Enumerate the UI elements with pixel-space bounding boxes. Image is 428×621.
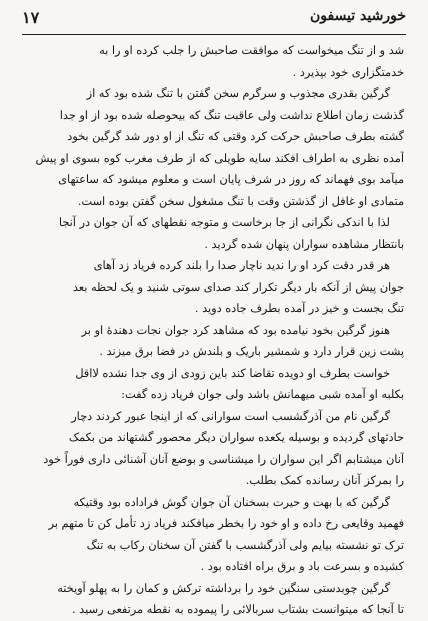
text-line: گرگین که با بهت و حیرت بسخنان آن جوان گوش فراداده بود وقتیکه: [73, 495, 390, 509]
text-line: لذا با اندکی نگرانی از جا برخاست و متوجه نقطهای که آن جوان در آنجا: [58, 216, 390, 229]
text-line: آمده نظری به اطراف افکند سایه طویلی که از طرف مغرب کوه بسوی او پیش: [35, 151, 404, 165]
text-line: حادثهای گردیده و بوسیله یکعده سواران دیگر محصور گشتهاند من بکمک: [68, 431, 404, 444]
text-line: را بمرکز آنان رسانده کمک بطلب.: [245, 474, 404, 487]
text-line: بکلبه او آمده شبی میهمانش باشد ولی جوان فریاد زده گفت:: [121, 388, 404, 401]
page-header: [22, 8, 406, 34]
text-line: گرگین نام من آذرگشسب است سوارانی که از اینجا عبور کردند دچار: [71, 409, 390, 423]
text-line: گرگین بقدری مجذوب و سرگرم سخن گفتن با تنگ شده بود که از: [86, 87, 390, 100]
text-line: گشته بطرف صاحبش حرکت کرد وقتی که تنگ از او دور شد گرگین بخود: [67, 130, 404, 143]
text-line: آنان میشتابم اگر این سواران را میشناسی و بوضع آنان آشنائی داری فوراً خود: [43, 452, 404, 466]
text-line: متمادی او غافل از گذشتن وقت با تنگ مشغول سخن گفتن بوده است.: [77, 194, 404, 208]
text-line: خدمتگزاری خود بپذیرد .: [292, 65, 404, 79]
page-number: ۱۷: [22, 8, 40, 27]
text-line: پشت زین قرار دارد و شمشیر باریک و بلندش در فضا برق میزند .: [99, 345, 404, 358]
text-line: کشیده و بسرعت باد و برق براه افتاده بود .: [200, 560, 404, 573]
text-line: شد و از تنگ میخواست که موافقت صاحبش را جلب کرده او را به: [99, 44, 404, 57]
text-line: فهمید وقایعی رخ داده و او خود را بخطر میافکند فریاد زد تأمل کن تا متهم بر: [48, 517, 404, 530]
body-text: [22, 40, 404, 616]
text-line: ترک تو نشسته بیایم ولی آذرگشسب با گفتن آن سخنان رکاب به تنگ: [86, 538, 404, 552]
header-rule: [22, 34, 406, 35]
text-line: میآمد بوی فهماند که روز در شرف پایان است و معلوم میشود که ساعتهای: [58, 173, 404, 186]
text-line: خواست بطرف او دویده تقاضا کند باین زودی از وی جدا نشده لااقل: [75, 366, 390, 380]
text-line: گرگین چوبدستی سنگین خود را برداشته ترکش و کمان را به پهلو آویخته: [57, 581, 390, 595]
text-line: بانتظار مشاهده سواران پنهان شده گردید .: [204, 237, 404, 251]
running-title: خورشید تیسفون: [309, 8, 406, 24]
text-line: گذشت زمان اطلاع نداشت ولی عاقبت تنگ که بیحوصله شده بود از او جدا: [59, 108, 404, 122]
text-line: تا آنجا که میتوانست بشتاب سربالائی را پیموده به نقطه مرتفعی رسید .: [72, 603, 404, 616]
text-line: هنوز گرگین بخود نیامده بود که مشاهد کرد جوان نجات دهندهٔ او بر: [81, 323, 390, 337]
text-line: جوان پیش از آنکه بار دیگر تکرار کند صدای سوتی شنید و یک لحظه بعد: [72, 280, 404, 294]
text-line: هر قدر دقت کرد او را ندید ناچار صدا را بلند کرده فریاد زد آهای: [93, 259, 390, 272]
text-line: تنگ بجست و خیز در آمده بطرف جاده دوید .: [194, 302, 404, 315]
